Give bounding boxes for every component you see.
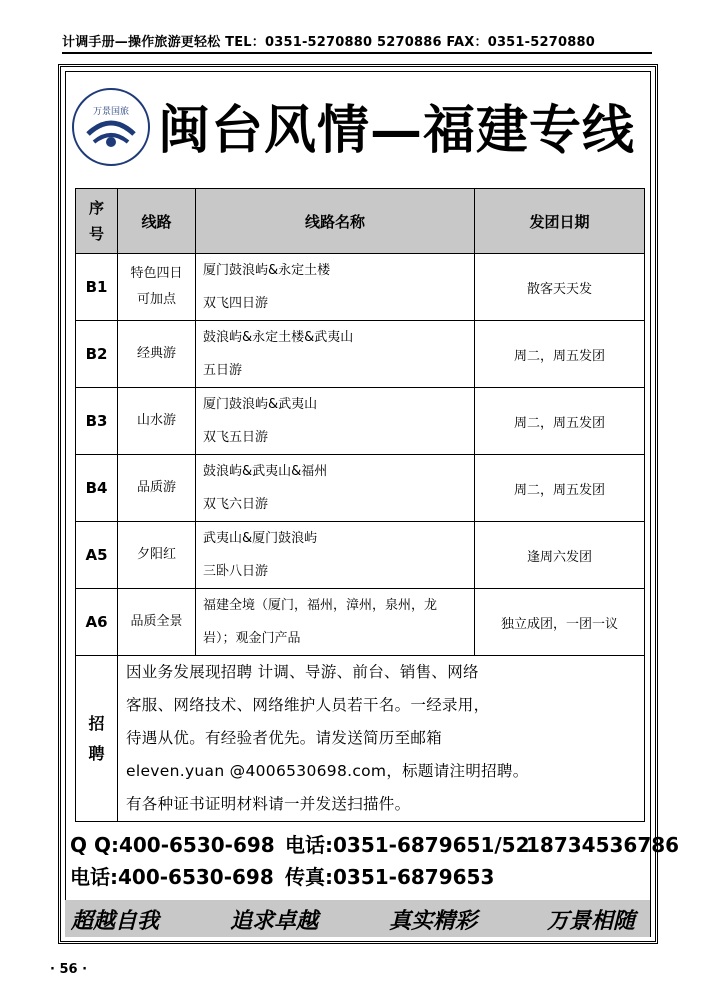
route-name: 厦门鼓浪屿&武夷山 双飞五日游 — [196, 388, 475, 455]
route-code: B4 — [76, 455, 118, 522]
table-row — [76, 589, 645, 656]
routes-table — [75, 188, 645, 822]
route-code: B1 — [76, 254, 118, 321]
recruitment-row — [76, 656, 645, 822]
mobile-number: 18734536786 — [526, 833, 680, 857]
route-code: A6 — [76, 589, 118, 656]
route-departure: 周二，周五发团 — [475, 388, 645, 455]
route-departure: 独立成团，一团一议 — [475, 589, 645, 656]
route-code: B2 — [76, 321, 118, 388]
slogan-bar — [65, 900, 650, 937]
page-header: 计调手册—操作旅游更轻松 TEL：0351-5270880 5270886 FAX：0351-5270880 — [62, 31, 652, 54]
table-row — [76, 388, 645, 455]
route-code: B3 — [76, 388, 118, 455]
qq-number: Q Q:400-6530-698 — [70, 833, 275, 857]
page-title: 闽台风情—福建专线 — [158, 100, 636, 161]
route-name: 鼓浪屿&武夷山&福州 双飞六日游 — [196, 455, 475, 522]
phone-number: 电话:0351-6879651/52 — [285, 833, 530, 857]
route-type: 品质全景 — [118, 589, 196, 656]
route-departure: 周二，周五发团 — [475, 455, 645, 522]
slogan-4: 万景相随 — [547, 908, 636, 934]
table-row — [76, 254, 645, 321]
table-row — [76, 455, 645, 522]
header-seq: 序 号 — [76, 189, 118, 254]
route-type: 经典游 — [118, 321, 196, 388]
slogan-2: 追求卓越 — [230, 908, 319, 934]
company-logo — [72, 88, 150, 166]
route-departure: 周二，周五发团 — [475, 321, 645, 388]
route-type: 品质游 — [118, 455, 196, 522]
slogan-3: 真实精彩 — [389, 908, 478, 934]
logo-text: 万景国旅 — [92, 107, 129, 117]
page-number: · 56 · — [50, 962, 88, 977]
recruitment-text: 因业务发展现招聘 计调、导游、前台、销售、网络 客服、网络技术、网络维护人员若干名。一经录用， 待遇从优。有经验者优先。请发送简历至邮箱 eleven.yuan @4006530698.com，标题请注明招聘。 有各种证书证明材料请一并发送扫描件。 — [118, 656, 645, 822]
header-route-name: 线路名称 — [196, 189, 475, 254]
route-departure: 逢周六发团 — [475, 522, 645, 589]
route-type: 特色四日 可加点 — [118, 254, 196, 321]
slogan-1: 超越自我 — [71, 908, 160, 934]
table-row — [76, 321, 645, 388]
fax-number: 传真:0351-6879653 — [285, 865, 495, 889]
route-name: 鼓浪屿&永定土楼&武夷山 五日游 — [196, 321, 475, 388]
route-name: 福建全境（厦门，福州，漳州，泉州，龙 岩）；观金门产品 — [196, 589, 475, 656]
header-departure: 发团日期 — [475, 189, 645, 254]
recruitment-label: 招 聘 — [76, 656, 118, 822]
route-type: 夕阳红 — [118, 522, 196, 589]
header-route: 线路 — [118, 189, 196, 254]
route-departure: 散客天天发 — [475, 254, 645, 321]
table-header-row — [76, 189, 645, 254]
logo-swirl-icon — [74, 90, 148, 164]
route-type: 山水游 — [118, 388, 196, 455]
route-code: A5 — [76, 522, 118, 589]
table-row — [76, 522, 645, 589]
route-name: 武夷山&厦门鼓浪屿 三卧八日游 — [196, 522, 475, 589]
phone-number-2: 电话:400-6530-698 — [70, 865, 274, 889]
route-name: 厦门鼓浪屿&永定土楼 双飞四日游 — [196, 254, 475, 321]
